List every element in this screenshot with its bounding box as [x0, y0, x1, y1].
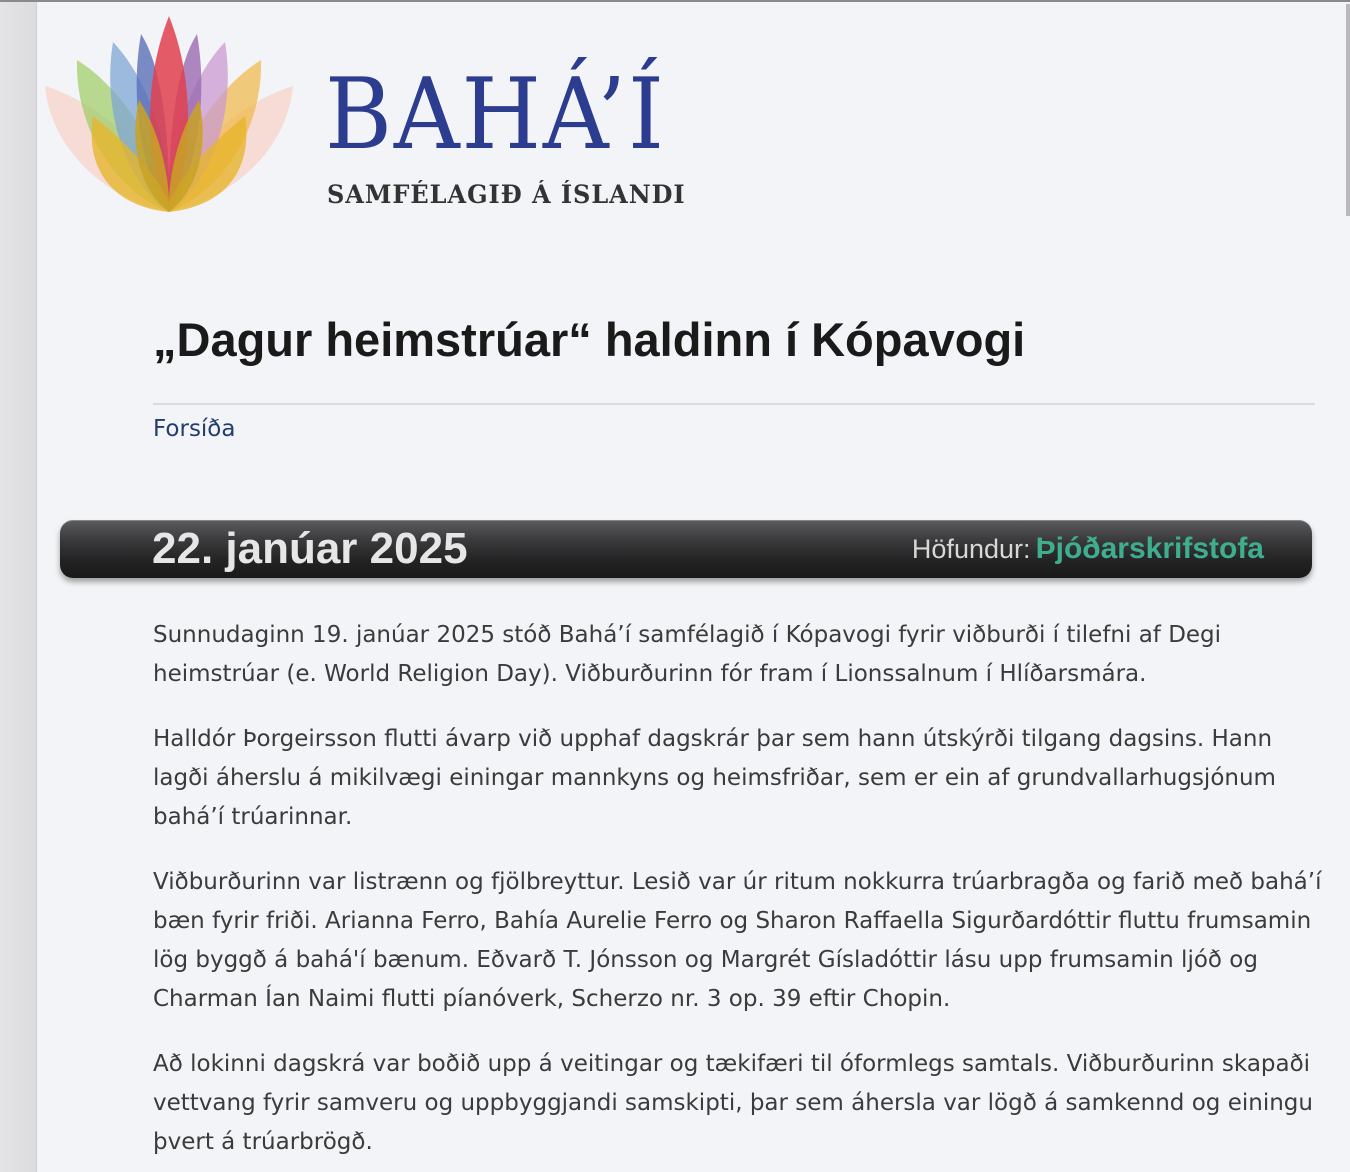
page-title: „Dagur heimstrúar“ haldinn í Kópavogi [153, 313, 1026, 366]
title-divider [153, 403, 1315, 405]
left-gutter [0, 0, 37, 1172]
article-paragraph: Að lokinni dagskrá var boðið upp á veitingar og tækifæri til óformlegs samtals. Viðburðurinn skapaði vettvang fyrir samveru og uppbyggjandi samskipti, þar sem áhersla var lögð á samkennd og einingu þvert á trúarbrögð. [153, 1051, 1313, 1155]
article-paragraph: Sunnudaginn 19. janúar 2025 stóð Bahá’í samfélagið í Kópavogi fyrir viðburði í tilefni af Degi heimstrúar (e. World Religion Day). Viðburðurinn fór fram í Lionssalnum í Hlíðarsmára. [153, 622, 1222, 687]
article-date: 22. janúar 2025 [152, 524, 468, 573]
breadcrumb-home-link[interactable]: Forsíða [153, 416, 236, 442]
scrollbar-thumb[interactable] [1346, 4, 1350, 216]
article-body [153, 616, 1323, 1172]
author-label: Höfundur: [911, 534, 1031, 564]
author-name-link[interactable]: Þjóðarskrifstofa [1035, 532, 1264, 565]
article-paragraph: Halldór Þorgeirsson flutti ávarp við upphaf dagskrár þar sem hann útskýrði tilgang dagsins. Hann lagði áherslu á mikilvægi einingar mannkyns og heimsfriðar, sem er ein af grundvallarhugsjónum bahá’í trúarinnar. [153, 726, 1276, 830]
lotus-logo-icon [41, 8, 301, 220]
page-content [37, 2, 1350, 1172]
article-paragraph: Viðburðurinn var listrænn og fjölbreyttur. Lesið var úr ritum nokkurra trúarbragða og farið með bahá’í bæn fyrir friði. Arianna Ferro, Bahía Aurelie Ferro og Sharon Raffaella Sigurðardóttir fluttu frumsamin lög byggð á bahá'í bænum. Eðvarð T. Jónsson og Margrét Gísladóttir lásu upp frumsamin ljóð og Charman Ían Naimi flutti píanóverk, Scherzo nr. 3 op. 39 eftir Chopin. [153, 869, 1322, 1012]
brand-name: BAHÁ’Í [325, 58, 666, 172]
article-author [912, 520, 1264, 582]
article-meta-bar [60, 520, 1312, 578]
brand-subtitle: SAMFÉLAGIÐ Á ÍSLANDI [327, 180, 686, 209]
